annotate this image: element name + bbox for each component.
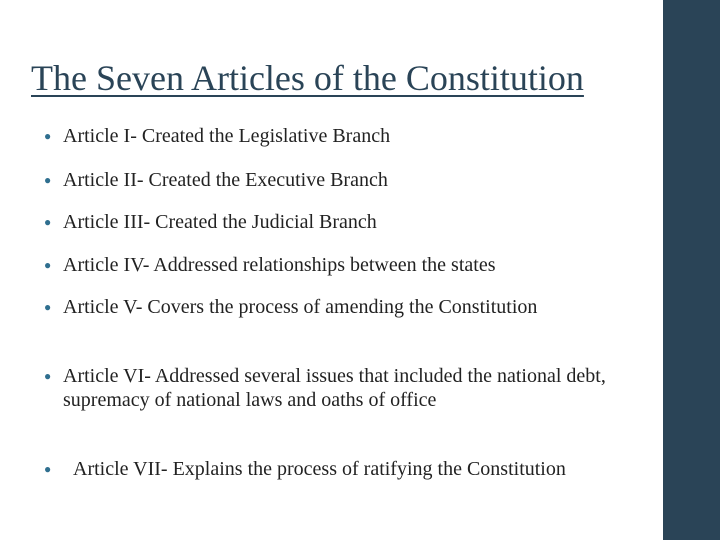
decorative-side-bar (663, 0, 720, 540)
bullet-text: Article IV- Addressed relationships between the states (63, 254, 496, 276)
bullet-dot-icon: ● (44, 300, 52, 314)
bullet-text: Article VII- Explains the process of ratifying the Constitution (73, 458, 566, 480)
bullet-item-article-2 (44, 168, 614, 192)
bullet-item-article-6 (44, 364, 614, 412)
bullet-item-article-7 (44, 457, 614, 481)
bullet-text: Article III- Created the Judicial Branch (63, 211, 377, 233)
bullet-dot-icon: ● (44, 215, 52, 229)
bullet-item-article-1 (44, 124, 614, 148)
bullet-dot-icon: ● (44, 258, 52, 272)
bullet-text: Article I- Created the Legislative Branch (63, 125, 391, 147)
bullet-item-article-4 (44, 253, 614, 277)
bullet-item-article-3 (44, 210, 614, 234)
bullet-dot-icon: ● (44, 369, 52, 383)
slide-title: The Seven Articles of the Constitution (31, 58, 584, 98)
bullet-dot-icon: ● (44, 129, 52, 143)
bullet-dot-icon: ● (44, 173, 52, 187)
bullet-text: Article VI- Addressed several issues that included the national debt, supremacy of national laws and oaths of office (63, 365, 606, 411)
bullet-text: Article V- Covers the process of amending the Constitution (63, 296, 538, 318)
bullet-text: Article II- Created the Executive Branch (63, 169, 388, 191)
bullet-dot-icon: ● (44, 462, 52, 476)
bullet-item-article-5 (44, 295, 614, 319)
